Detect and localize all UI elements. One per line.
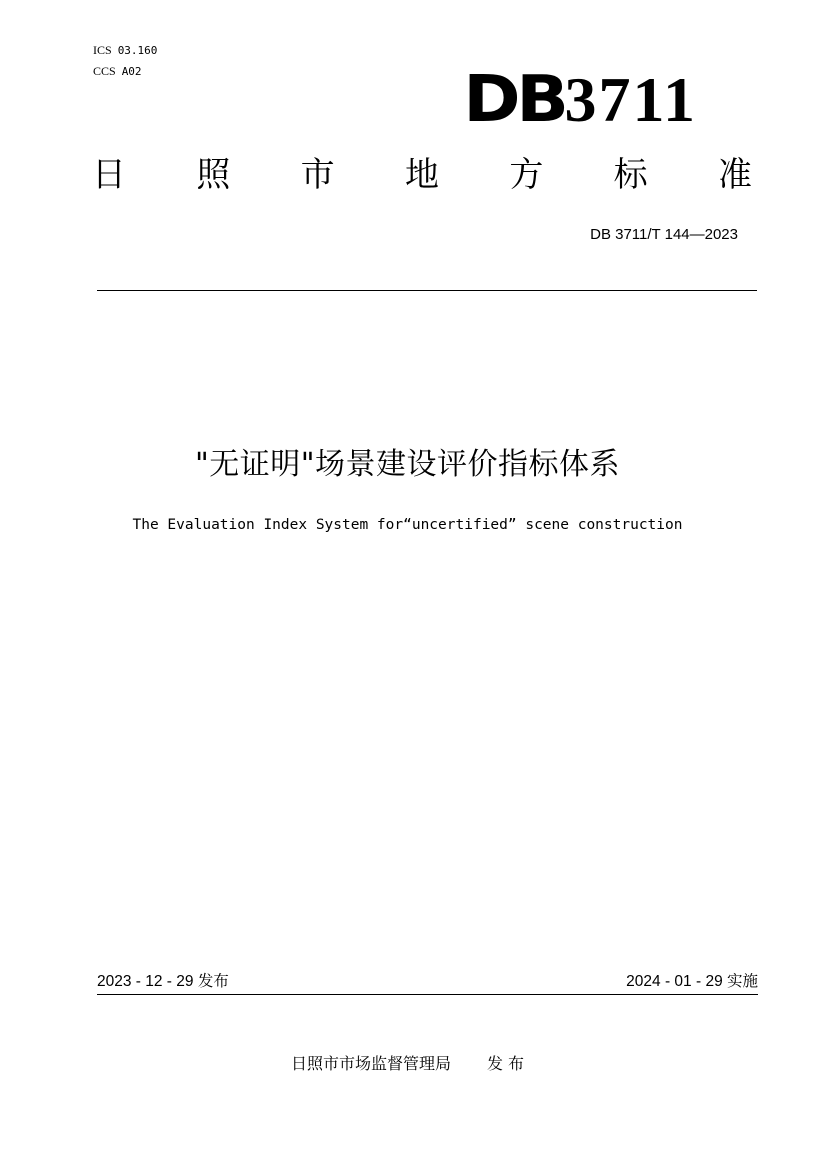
db-logo-letters: DB: [462, 63, 565, 137]
standard-number: DB 3711/T 144—2023: [590, 226, 738, 243]
publisher-name: 日照市市场监督管理局: [290, 1054, 451, 1073]
ccs-line: [93, 61, 157, 82]
document-title-en: The Evaluation Index System for“uncertified” scene construction: [132, 517, 683, 533]
publisher-action: 发 布: [486, 1054, 525, 1073]
release-date: 2023 - 12 - 29 发布: [97, 973, 229, 990]
standard-type-char: 照: [196, 155, 231, 195]
ccs-label: CCS: [93, 64, 116, 78]
ics-code: 03.160: [117, 44, 158, 57]
standard-type-char: 市: [300, 155, 335, 195]
standard-type-char: 准: [717, 155, 752, 195]
db-logo-region-code: 3711: [564, 64, 697, 135]
ics-label: ICS: [93, 43, 112, 57]
db-standard-logo: [462, 63, 697, 137]
implementation-date: 2024 - 01 - 29 实施: [626, 973, 758, 990]
standard-type-char: 方: [509, 155, 544, 195]
ccs-code: A02: [121, 65, 142, 78]
publisher-line: [0, 1052, 815, 1076]
document-title-cn: "无证明"场景建设评价指标体系: [194, 447, 621, 482]
standard-type-char: 日: [92, 155, 126, 195]
standard-type-title: [92, 152, 752, 198]
standard-type-char: 标: [613, 155, 648, 195]
standard-type-char: 地: [404, 155, 439, 195]
ics-line: [93, 40, 157, 61]
footer-divider: [97, 994, 758, 995]
classification-codes: [93, 40, 157, 82]
header-divider: [97, 290, 757, 291]
